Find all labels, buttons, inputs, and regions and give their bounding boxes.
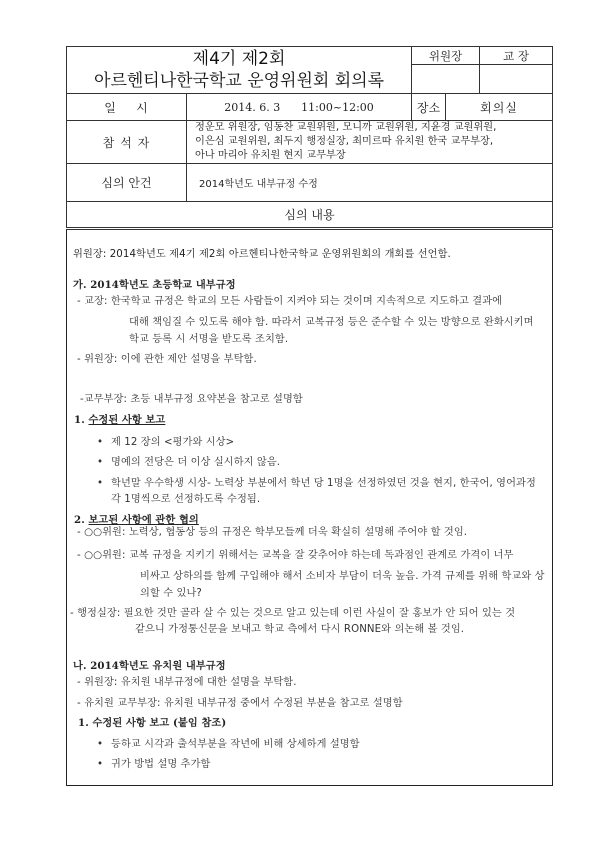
agenda-value: 2014학년도 내부규정 수정 — [187, 164, 553, 202]
member-remark-cont: 비싸고 상하의를 함께 구입해야 해서 소비자 부담이 더욱 높음. 가격 규제를 위해 학교와 상 — [140, 571, 545, 582]
date-value: 2014. 6. 3 11:00~12:00 — [187, 94, 412, 121]
kindergarten-vice-remark: - 유치원 교무부장: 유치원 내부규정 중에서 수정된 부분을 참고로 설명함 — [77, 698, 403, 709]
title-line-2: 아르헨티나한국학교 운영위원회 회의록 — [94, 71, 384, 91]
attendees-list — [187, 121, 553, 164]
minutes-content — [66, 230, 553, 786]
principal-signature-label: 교 장 — [480, 47, 553, 65]
bullet-icon: • — [97, 739, 104, 750]
discussion-title: 보고된 사항에 관한 협의 — [88, 514, 199, 526]
bullet-text-cont: 각 1명씩으로 선정하도록 수정됨. — [111, 494, 261, 505]
bullet-item — [97, 735, 360, 750]
kindergarten-report-heading: 1. 수정된 사항 보고 (붙임 참조) — [78, 717, 227, 729]
chair-signature-label: 위원장 — [412, 47, 480, 65]
principal-remark: - 교장: 한국학교 규정은 학교의 모든 사람들이 지켜야 되는 것이며 지속적으로 지도하고 결과에 — [77, 296, 503, 307]
report-number: 1. — [74, 414, 89, 426]
report-heading — [74, 411, 165, 426]
bullet-icon: • — [97, 478, 104, 489]
date-label: 일 시 — [67, 94, 187, 121]
principal-remark-cont: 대해 책임질 수 있도록 해야 함. 따라서 교복규정 등은 준수할 수 있는 방향으로 완화시키며 — [129, 317, 534, 328]
principal-signature-box — [480, 65, 553, 94]
bullet-text: 명예의 전당은 더 이상 실시하지 않음. — [111, 457, 281, 468]
member-remark: - ○○위원: 교복 규정을 지키기 위해서는 교복을 잘 갖추어야 하는데 독과점인 관계로 가격이 너무 — [77, 550, 514, 561]
attendees-label: 참 석 자 — [67, 121, 187, 164]
section-a-title: 가. 2014학년도 초등학교 내부규정 — [73, 279, 236, 291]
section-b-title: 나. 2014학년도 유치원 내부규정 — [73, 660, 226, 672]
bullet-text: 제 12 장의 <평가와 시상> — [111, 437, 235, 448]
admin-remark-cont: 같으니 가정통신문을 보내고 학교 측에서 다시 RONNE와 의논해 볼 것임. — [135, 624, 465, 635]
admin-remark: - 행정실장: 필요한 것만 골라 살 수 있는 것으로 알고 있는데 이런 사실이 잘 홍보가 안 되어 있는 것 — [70, 608, 516, 619]
bullet-text: 귀가 방법 설명 추가함 — [111, 759, 211, 770]
title-line-1: 제4기 제2회 — [192, 49, 286, 69]
vice-principal-remark: -교무부장: 초등 내부규정 요약본을 참고로 설명함 — [80, 394, 303, 405]
chair-remark: - 위원장: 이에 관한 제안 설명을 부탁함. — [77, 354, 257, 365]
report-title: 수정된 사항 보고 — [88, 414, 166, 426]
attendees-line: 정운모 위원장, 임동찬 교원위원, 모니까 교원위원, 지윤경 교원위원, — [195, 122, 497, 133]
bullet-item — [97, 453, 280, 468]
bullet-text: 등하교 시각과 출석부분을 작년에 비해 상세하게 설명함 — [111, 739, 360, 750]
principal-remark-cont: 학교 등록 시 서명을 받도록 조치함. — [129, 334, 289, 345]
bullet-icon: • — [97, 457, 104, 468]
document-title-cell — [67, 47, 412, 94]
bullet-item — [97, 755, 210, 770]
place-value: 회의실 — [446, 94, 553, 121]
header-table — [66, 46, 553, 230]
member-remark-cont: 의할 수 있나? — [140, 588, 202, 599]
bullet-icon: • — [97, 759, 104, 770]
member-remark: - ○○위원: 노력상, 협동상 등의 규정은 학부모들께 더욱 확실히 설명해 주어야 할 것임. — [77, 527, 468, 538]
attendees-line: 이은심 교원위원, 최두지 행정실장, 최미르따 유치원 한국 교무부장, — [195, 136, 494, 147]
opening-statement: 위원장: 2014학년도 제4기 제2회 아르헨티나한국학교 운영위원회의 개회를 선언함. — [73, 249, 451, 260]
agenda-label: 심의 안건 — [67, 164, 187, 202]
content-section-header: 심의 내용 — [67, 202, 553, 229]
bullet-text: 학년말 우수학생 시상- 노력상 부분에서 학년 당 1명을 선정하였던 것을 현지, 한국어, 영어과정 — [111, 478, 536, 489]
bullet-icon: • — [97, 437, 104, 448]
attendees-line: 아나 마리아 유치원 현지 교무부장 — [195, 150, 346, 161]
chair-signature-box — [412, 65, 480, 94]
place-label: 장소 — [412, 94, 446, 121]
bullet-item — [97, 433, 234, 448]
discussion-number: 2. — [74, 514, 89, 526]
bullet-item — [97, 474, 536, 489]
chair-remark: - 위원장: 유치원 내부규정에 대한 설명을 부탁함. — [77, 677, 297, 688]
